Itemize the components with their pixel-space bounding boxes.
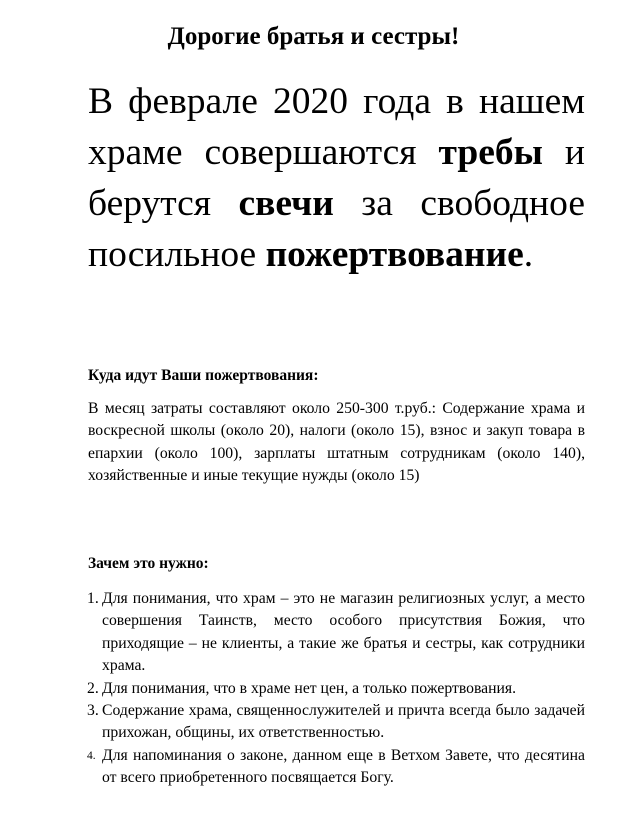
announcement-bold-pozhertvovanie: пожертвование — [265, 234, 524, 275]
page-heading: Дорогие братья и сестры! — [167, 23, 460, 50]
list-item-number: 4. — [87, 749, 96, 762]
announcement-part-4: . — [523, 234, 534, 275]
list-item-text: Для понимания, что в храме нет цен, а только пожертвования. — [102, 679, 517, 697]
list-item-text: Для понимания, что храм – это не магазин религиозных услуг, а место совершения Таинств, место особого присутствия Божия, что приходящие – не клиенты, а такие же братья и сестры, как сотрудники храма. — [102, 590, 585, 675]
announcement-bold-treby: требы — [438, 132, 543, 173]
reasons-section-title: Зачем это нужно: — [88, 555, 209, 572]
announcement-part-3: за свободное посильное — [88, 183, 585, 275]
donations-paragraph: В месяц затраты составляют около 250-300 т.руб.: Содержание храма и воскресной школы (около 20), налоги (около 15), взнос и закуп товара в епархии (около 100), зарплаты штатным сотрудникам (около 140), хозяйственные и иные текущие нужды (около 15) — [88, 400, 585, 485]
announcement-text — [88, 76, 585, 280]
list-item — [88, 588, 585, 678]
list-item-text: Для напоминания о законе, данном еще в Ветхом Завете, что десятина от всего приобретенного посвящается Богу. — [102, 746, 585, 787]
donations-section-title: Куда идут Ваши пожертвования: — [88, 367, 319, 384]
list-item — [88, 678, 585, 700]
list-item-number: 1. — [87, 590, 99, 607]
list-item-text: Содержание храма, священнослужителей и причта всегда было задачей прихожан, общины, их ответственностью. — [102, 702, 585, 742]
list-item-number: 2. — [87, 679, 99, 697]
announcement-part-2: и берутся — [88, 132, 585, 224]
list-item-number: 3. — [87, 702, 99, 720]
announcement-part-1: В феврале 2020 года в нашем храме совершаются — [88, 81, 585, 173]
list-item — [88, 700, 585, 745]
announcement-bold-svechi: свечи — [238, 183, 334, 224]
reasons-list — [88, 588, 585, 790]
list-item — [88, 745, 585, 790]
